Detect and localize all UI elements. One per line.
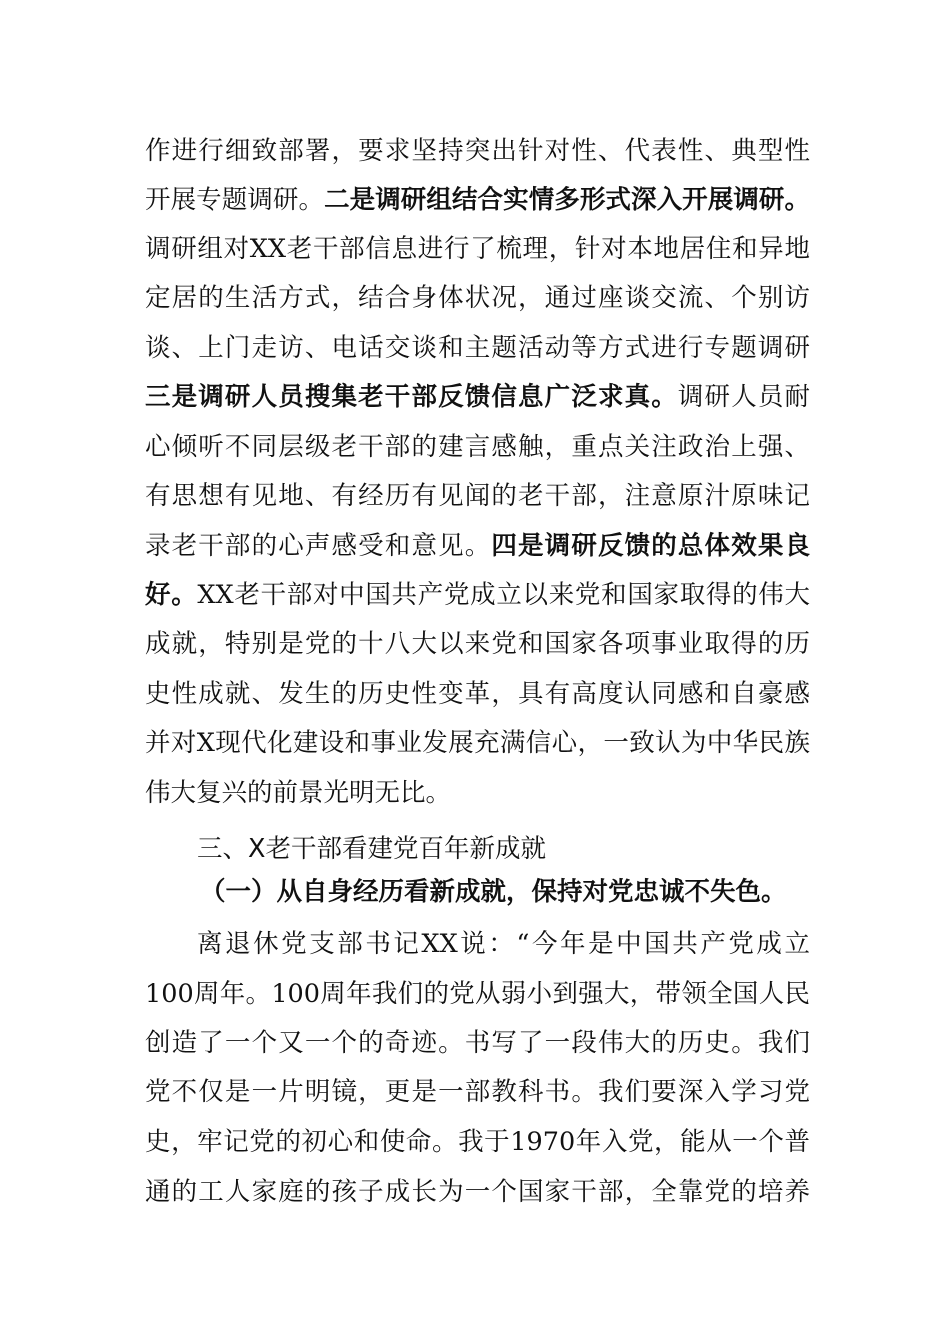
text-run: 党不仅是一片明镜，更是一部教科书。我们要深入学习党 [145,1077,810,1107]
text-line [145,575,810,615]
text-line [145,674,810,714]
text-run: 史，牢记党的初心和使命。我于1970年入党，能从一个普 [145,1127,810,1157]
text-run: （一）从自身经历看新成就，保持对党忠诚不失色。 [200,877,787,907]
text-run: 伟大复兴的前景光明无比。 [145,778,452,808]
text-run: 三、X老干部看建党百年新成就 [197,834,546,864]
text-line [145,229,810,269]
text-line [197,924,810,964]
text-run: XX老干部对中国共产党成立以来党和国家取得的伟大 [197,580,810,610]
text-line [145,1072,810,1112]
text-run: 有思想有见地、有经历有见闻的老干部，注意原汁原味记 [145,481,810,511]
text-run: 通的工人家庭的孩子成长为一个国家干部，全靠党的培养 [145,1177,810,1207]
subsection-heading [200,872,810,912]
text-run: 并对X现代化建设和事业发展充满信心，一致认为中华民族 [145,728,810,758]
bold-text: 好。 [145,580,198,610]
text-line [145,1023,810,1063]
text-line [145,328,810,368]
text-line [145,1122,810,1162]
text-run: 谈、上门走访、电话交谈和主题活动等方式进行专题调研 [145,333,810,363]
text-run: 史性成就、发生的历史性变革，具有高度认同感和自豪感 [145,679,810,709]
text-line [145,180,810,220]
text-run: 100周年。100周年我们的党从弱小到强大，带领全国人民 [145,979,810,1009]
text-line [145,1172,810,1212]
bold-text: 二是调研组结合实情多形式深入开展调研。 [324,185,810,215]
text-line [145,526,810,566]
text-line [145,476,810,516]
text-run: 开展专题调研。 [145,185,325,215]
text-run: 定居的生活方式，结合身体状况，通过座谈交流、个别访 [145,283,810,313]
bold-text: 四是调研反馈的总体效果良 [491,531,810,561]
text-line [145,723,810,763]
text-line [145,377,810,417]
text-run: 调研人员耐 [677,382,810,412]
text-run: 心倾听不同层级老干部的建言感触，重点关注政治上强、 [145,432,810,462]
text-run: 调研组对XX老干部信息进行了梳理，针对本地居住和异地 [145,234,810,264]
text-line [145,131,810,171]
text-line [145,773,810,813]
text-line [145,278,810,318]
text-run: 作进行细致部署，要求坚持突出针对性、代表性、典型性 [145,136,810,166]
text-line [145,624,810,664]
text-run: 成就，特别是党的十八大以来党和国家各项事业取得的历 [145,629,810,659]
text-run: 离退休党支部书记XX说：“今年是中国共产党成立 [197,929,810,959]
text-run: 创造了一个又一个的奇迹。书写了一段伟大的历史。我们 [145,1028,810,1058]
section-heading [197,829,810,869]
text-run: 录老干部的心声感受和意见。 [145,531,492,561]
text-line [145,427,810,467]
bold-text: 三是调研人员搜集老干部反馈信息广泛求真。 [145,382,678,412]
text-line [145,974,810,1014]
